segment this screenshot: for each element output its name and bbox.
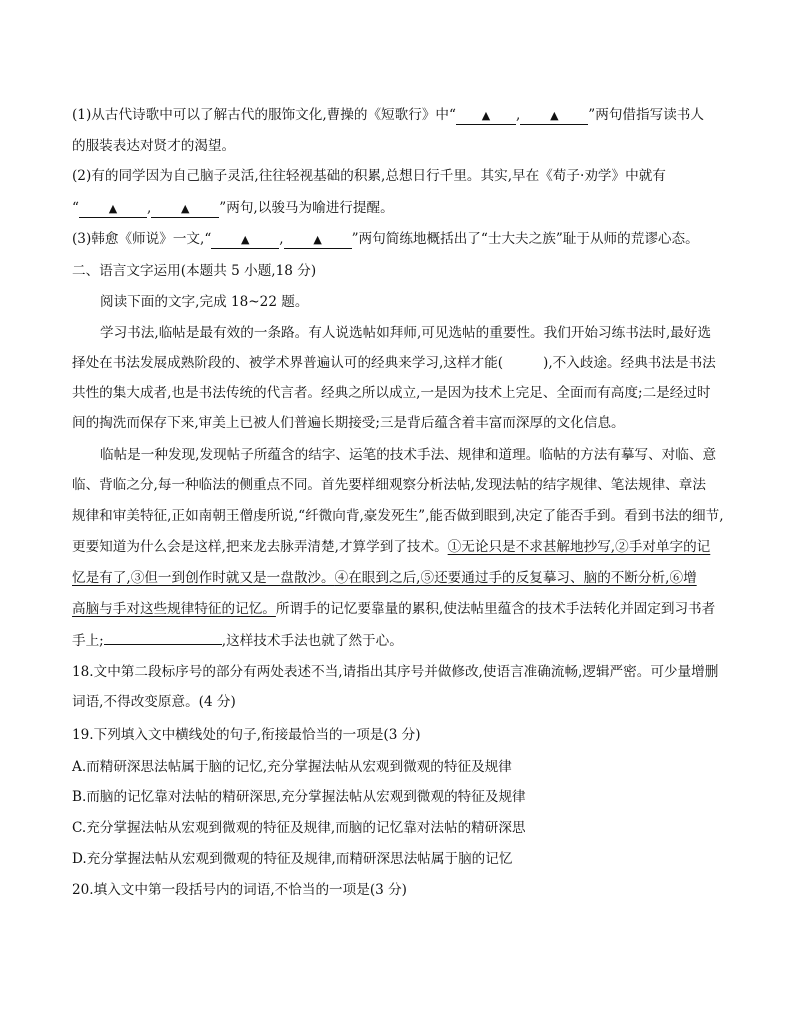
triangle-mark-icon: ▲	[108, 202, 118, 215]
passage-p2-line7: 手上; ,这样技术手法也就了然于心。	[72, 630, 403, 651]
underlined-numbered-text: ④在眼到之后,⑤还要通过手的反复摹习、脑的不断分析,⑥增	[334, 570, 697, 586]
triangle-mark-icon: ▲	[550, 109, 559, 122]
section-heading: 二、语言文字运用(本题共 5 小题,18 分)	[72, 263, 317, 279]
q19-option-c[interactable]: C.充分掌握法帖从宏观到微观的特征及规律,而脑的记忆靠对法帖的精研深思	[72, 820, 526, 836]
answer-blank[interactable]	[79, 201, 147, 218]
underlined-numbered-text: ①无论只是不求甚解地抄写,②手对单字的记	[447, 539, 711, 555]
q19-option-b[interactable]: B.而脑的记忆靠对法帖的精研深思,充分掌握法帖从宏观到微观的特征及规律	[72, 789, 526, 805]
q20-stem: 20.填入文中第一段括号内的词语,不恰当的一项是(3 分)	[72, 882, 407, 898]
answer-blank[interactable]	[151, 201, 219, 218]
fill-in-line[interactable]	[104, 630, 222, 645]
underlined-numbered-text: 忆是有了,③但一到创作时就又是一盘散沙。	[72, 570, 335, 586]
triangle-mark-icon: ▲	[313, 233, 322, 246]
q18-line1: 18.文中第二段标序号的部分有两处表述不当,请指出其序号并做修改,使语言准确流畅,逻辑严密。可少量增删	[72, 664, 719, 680]
passage-p2-line4: 更要知道为什么会是这样,把来龙去脉弄清楚,才算学到了技术。①无论只是不求甚解地抄写,②手对单字的记	[72, 539, 711, 555]
q2-line1: (2)有的同学因为自己脑子灵活,往往轻视基础的积累,总想日行千里。其实,早在《荀子·劝学》中就有	[72, 168, 666, 184]
q18-line2: 词语,不得改变原意。(4 分)	[72, 694, 236, 710]
q3-line: (3)韩愈《师说》一文,“ ▲ , ▲ ”两句简练地概括出了“士大夫之族”耻于从师的荒谬心态。	[72, 231, 699, 247]
answer-blank[interactable]	[456, 108, 516, 125]
q19-option-a[interactable]: A.而精研深思法帖属于脑的记忆,充分掌握法帖从宏观到微观的特征及规律	[72, 759, 512, 775]
answer-blank[interactable]	[284, 232, 352, 249]
underlined-numbered-text: 高脑与手对这些规律特征的记忆。	[72, 601, 276, 617]
passage-p1-line2: 择处在书法发展成熟阶段的、被学术界普遍认可的经典来学习,这样才能( ),不入歧途。经典书法是书法	[72, 355, 716, 371]
passage-p2-line5	[72, 568, 697, 588]
q1-text-b: ”两句借指写读书人	[588, 107, 704, 123]
triangle-mark-icon: ▲	[181, 202, 190, 215]
passage-p1-line3: 共性的集大成者,也是书法传统的代言者。经典之所以成立,一是因为技术上完足、全面而有高度;二是经过时	[72, 385, 711, 401]
q1-line1: (1)从古代诗歌中可以了解古代的服饰文化,曹操的《短歌行》中“ ▲ , ▲ ”两句借指写读书人	[72, 107, 704, 123]
answer-blank[interactable]	[520, 108, 588, 125]
answer-blank[interactable]	[211, 232, 279, 249]
passage-p1-line1: 学习书法,临帖是最有效的一条路。有人说选帖如拜师,可见选帖的重要性。我们开始习练书法时,最好选	[100, 325, 712, 341]
triangle-mark-icon: ▲	[481, 109, 491, 122]
q1-text-a: (1)从古代诗歌中可以了解古代的服饰文化,曹操的《短歌行》中“	[72, 107, 456, 123]
passage-p2-line1: 临帖是一种发现,发现帖子所蕴含的结字、运笔的技术手法、规律和道理。临帖的方法有摹写、对临、意	[100, 447, 717, 463]
q1-line2: 的服装表达对贤才的渴望。	[72, 138, 236, 154]
passage-p2-line6: 高脑与手对这些规律特征的记忆。所谓手的记忆要靠量的累积,使法帖里蕴含的技术手法转化并固定到习书者	[72, 601, 716, 617]
q2-text-b: ”两句,以骏马为喻进行提醒。	[219, 200, 394, 216]
q19-option-d[interactable]: D.充分掌握法帖从宏观到微观的特征及规律,而精研深思法帖属于脑的记忆	[72, 851, 513, 867]
passage-p1-line4: 间的掏洗而保存下来,审美上已被人们普遍长期接受;三是背后蕴含着丰富而深厚的文化信息。	[72, 415, 625, 431]
q19-stem: 19.下列填入文中横线处的句子,衔接最恰当的一项是(3 分)	[72, 727, 421, 743]
passage-p2-line2: 临、背临之分,每一种临法的侧重点不同。首先要样细观察分析法帖,发现法帖的结字规律、笔法规律、章法	[72, 477, 706, 493]
passage-p2-line3: 规律和审美特征,正如南朝王僧虔所说,“纤微向背,豪发死生”,能否做到眼到,决定了能否手到。看到书法的细节,	[72, 508, 724, 524]
triangle-mark-icon: ▲	[241, 233, 250, 246]
reading-instruction: 阅读下面的文字,完成 18~22 题。	[100, 294, 309, 310]
q2-line2: “ ▲ , ▲ ”两句,以骏马为喻进行提醒。	[72, 200, 394, 216]
